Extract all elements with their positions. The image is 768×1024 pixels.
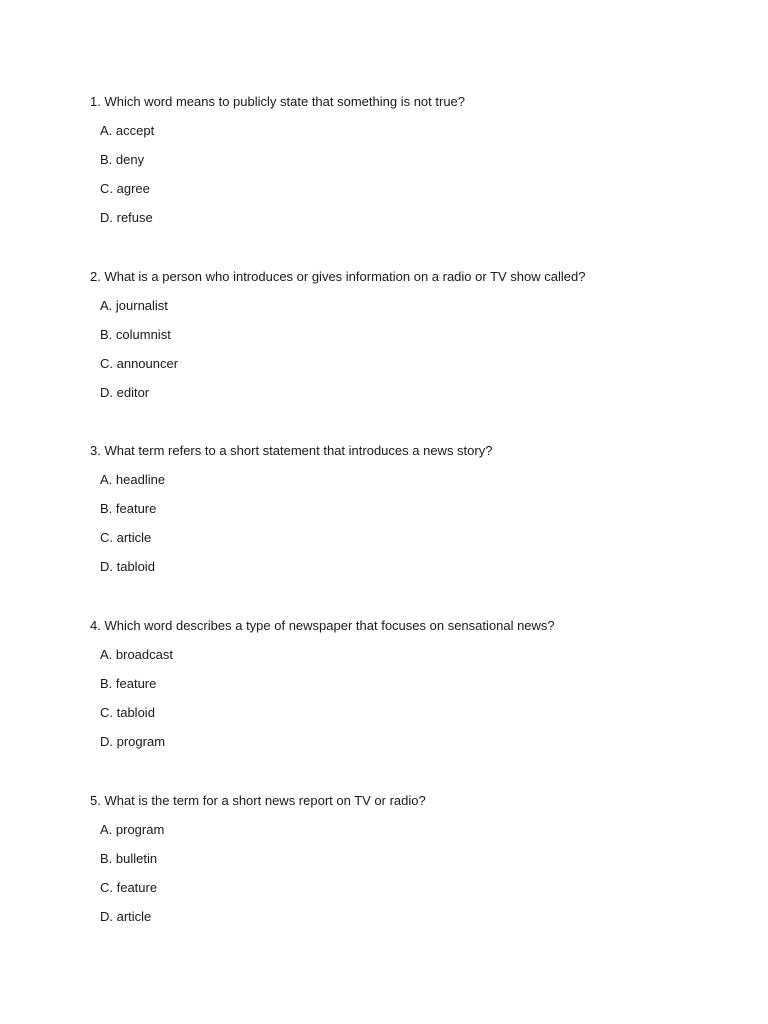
question-text: 3. What term refers to a short statement that introduces a news story? [90, 443, 493, 458]
option-a: A. broadcast [100, 647, 173, 662]
option-b: B. feature [100, 501, 157, 516]
question-text: 5. What is the term for a short news report on TV or radio? [90, 793, 426, 808]
option-a: A. program [100, 822, 165, 837]
option-c: C. announcer [100, 356, 179, 371]
question-1 [90, 94, 730, 225]
option-c: C. article [100, 530, 152, 545]
option-d: D. article [100, 909, 152, 924]
option-a: A. accept [100, 123, 155, 138]
question-4 [90, 618, 730, 749]
question-3 [90, 443, 730, 574]
question-text: 2. What is a person who introduces or gives information on a radio or TV show called? [90, 269, 586, 284]
question-5 [90, 793, 730, 924]
option-d: D. tabloid [100, 559, 155, 574]
option-a: A. journalist [100, 298, 168, 313]
option-d: D. program [100, 734, 166, 749]
option-b: B. columnist [100, 327, 171, 342]
option-b: B. feature [100, 676, 157, 691]
option-a: A. headline [100, 472, 166, 487]
option-d: D. editor [100, 385, 150, 400]
option-c: C. tabloid [100, 705, 155, 720]
option-b: B. bulletin [100, 851, 158, 866]
question-2 [90, 269, 730, 400]
option-c: C. agree [100, 181, 150, 196]
option-b: B. deny [100, 152, 145, 167]
option-c: C. feature [100, 880, 158, 895]
question-text: 1. Which word means to publicly state that something is not true? [90, 94, 466, 109]
option-d: D. refuse [100, 210, 153, 225]
question-text: 4. Which word describes a type of newspaper that focuses on sensational news? [90, 618, 555, 633]
